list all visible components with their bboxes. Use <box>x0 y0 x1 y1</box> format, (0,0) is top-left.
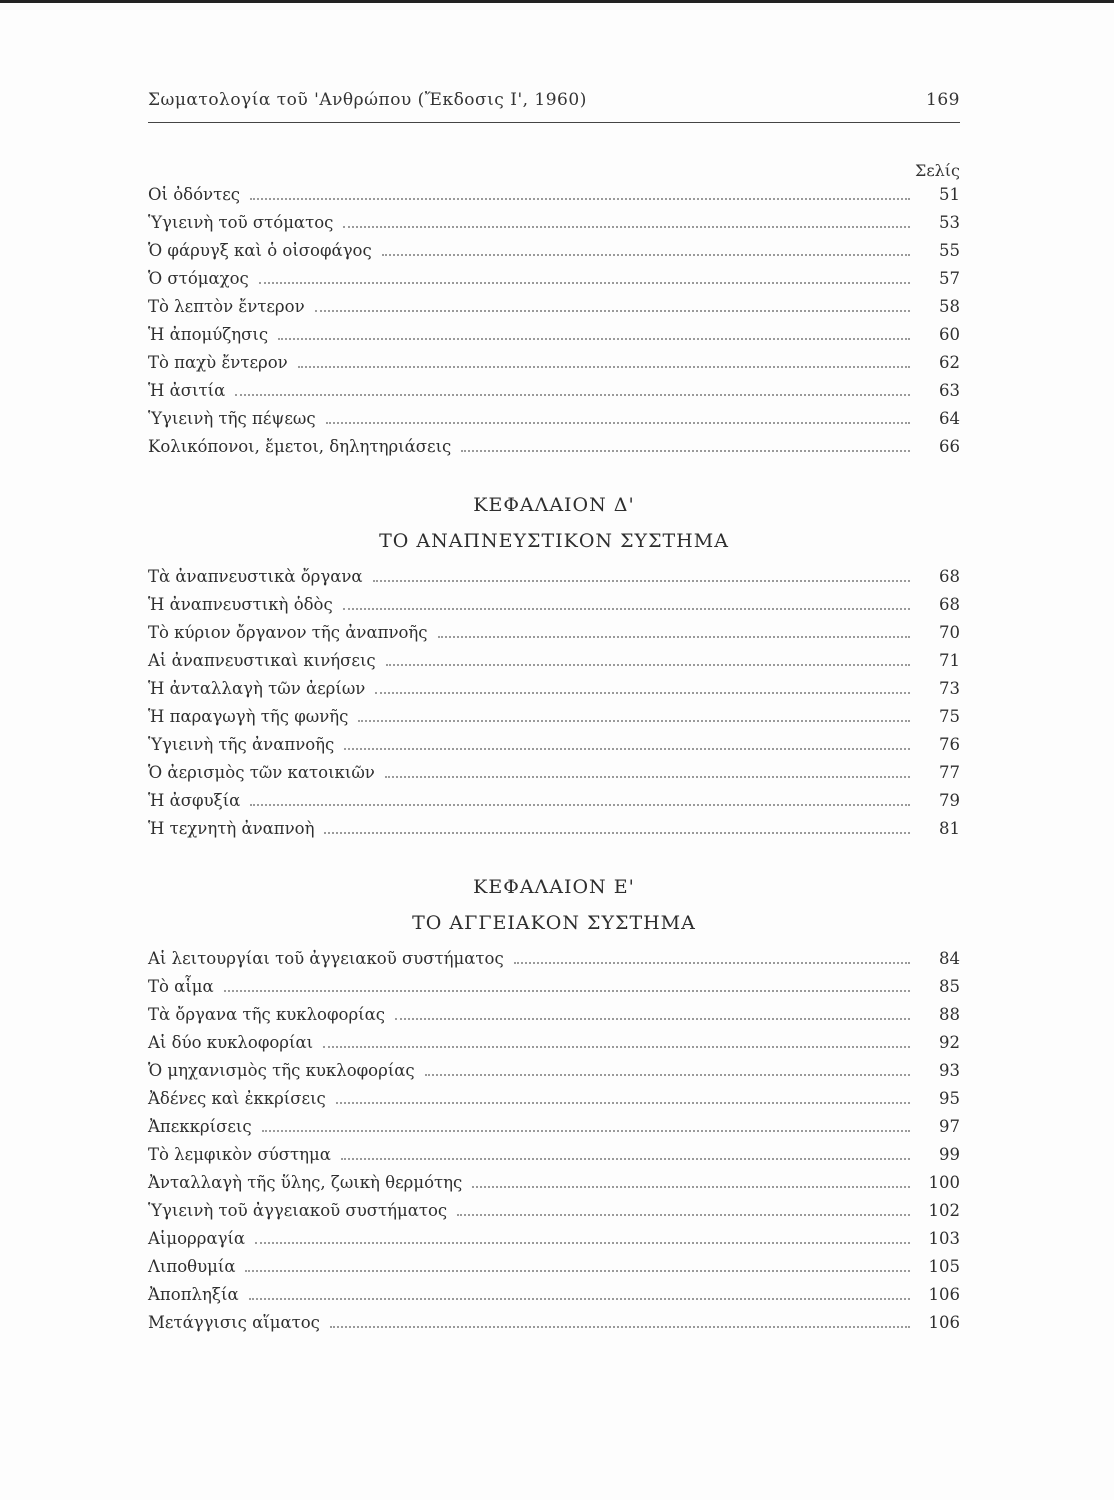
dot-leader <box>457 1214 910 1216</box>
toc-entry-title: Τὸ κύριον ὄργανον τῆς ἀναπνοῆς <box>148 623 428 642</box>
dot-leader <box>249 1298 910 1300</box>
toc-entry-page: 55 <box>939 241 960 260</box>
toc-entry <box>148 241 960 269</box>
toc-entry-title: Ὑγιεινὴ τοῦ ἀγγειακοῦ συστήματος <box>148 1201 448 1220</box>
dot-leader <box>250 804 910 806</box>
toc-entry <box>148 1201 960 1229</box>
running-head <box>148 90 960 123</box>
toc-entry-page: 99 <box>939 1145 960 1164</box>
toc-entry <box>148 409 960 437</box>
toc-entry-title: Ὁ μηχανισμὸς τῆς κυκλοφορίας <box>148 1061 415 1080</box>
toc-entry-page: 57 <box>939 269 960 288</box>
toc-entry-title: Κολικόπονοι, ἔμετοι, δηλητηριάσεις <box>148 437 452 456</box>
dot-leader <box>324 832 910 834</box>
dot-leader <box>245 1270 910 1272</box>
toc-entry-title: Ἀνταλλαγὴ τῆς ὕλης, ζωικὴ θερμότης <box>148 1173 463 1192</box>
toc-entry-title: Τὰ ἀναπνευστικὰ ὄργανα <box>148 567 363 586</box>
running-head-title: Σωματολογία τοῦ 'Ανθρώπου (Ἔκδοσις Ι', 1960) <box>148 90 587 110</box>
toc-entry-title: Ἀποπληξία <box>148 1285 239 1304</box>
dot-leader <box>343 608 910 610</box>
dot-leader <box>382 254 910 256</box>
book-page <box>148 90 960 1341</box>
toc-entry <box>148 297 960 325</box>
toc-entry-page: 53 <box>939 213 960 232</box>
toc-entry <box>148 819 960 847</box>
dot-leader <box>425 1074 910 1076</box>
dot-leader <box>315 310 910 312</box>
toc-entry-title: Ὁ φάρυγξ καὶ ὁ οἰσοφάγος <box>148 241 372 260</box>
toc-entry <box>148 791 960 819</box>
dot-leader <box>224 990 910 992</box>
dot-leader <box>336 1102 910 1104</box>
toc-entry-page: 100 <box>928 1173 960 1192</box>
toc-entry-title: Τὸ λεπτὸν ἔντερον <box>148 297 305 316</box>
toc-entry-page: 73 <box>939 679 960 698</box>
page-number: 169 <box>926 90 960 110</box>
dot-leader <box>323 1046 910 1048</box>
toc-entry-page: 62 <box>939 353 960 372</box>
toc-entry <box>148 1005 960 1033</box>
toc-entry-page: 51 <box>939 185 960 204</box>
dot-leader <box>298 366 910 368</box>
dot-leader <box>438 636 910 638</box>
toc-entry-title: Ἡ ἀσφυξία <box>148 791 241 810</box>
toc-entry-page: 85 <box>939 977 960 996</box>
chapter-heading: ΚΕΦΑΛΑΙΟΝ Δ' <box>473 494 635 516</box>
toc-entry-page: 81 <box>939 819 960 838</box>
dot-leader <box>250 198 910 200</box>
dot-leader <box>259 282 910 284</box>
toc-entry-page: 70 <box>939 623 960 642</box>
toc-entry-page: 66 <box>939 437 960 456</box>
toc-entry-title: Αἱ δύο κυκλοφορίαι <box>148 1033 314 1052</box>
dot-leader <box>330 1326 910 1328</box>
toc-entry <box>148 707 960 735</box>
toc-entry-page: 103 <box>928 1229 960 1248</box>
toc-list-chapter-d <box>148 567 960 847</box>
chapter-heading: ΚΕΦΑΛΑΙΟΝ Ε' <box>473 876 635 898</box>
dot-leader <box>375 692 910 694</box>
toc-entry <box>148 213 960 241</box>
dot-leader <box>472 1186 910 1188</box>
toc-entry <box>148 1033 960 1061</box>
toc-entry-title: Μετάγγισις αἵματος <box>148 1313 320 1332</box>
toc-entry-page: 102 <box>928 1201 960 1220</box>
toc-entry <box>148 381 960 409</box>
toc-entry-page: 92 <box>939 1033 960 1052</box>
toc-entry-title: Ἡ ἀπομύζησις <box>148 325 269 344</box>
toc-entry-page: 75 <box>939 707 960 726</box>
toc-entry-title: Λιποθυμία <box>148 1257 236 1276</box>
toc-entry <box>148 1313 960 1341</box>
dot-leader <box>255 1242 910 1244</box>
toc-entry-page: 95 <box>939 1089 960 1108</box>
toc-entry-title: Ὑγιεινὴ τῆς ἀναπνοῆς <box>148 735 335 754</box>
dot-leader <box>514 962 910 964</box>
toc-list-section-c <box>148 185 960 465</box>
toc-entry-title: Ὑγιεινὴ τοῦ στόματος <box>148 213 334 232</box>
dot-leader <box>395 1018 910 1020</box>
toc-entry <box>148 185 960 213</box>
toc-entry-title: Αἱμορραγία <box>148 1229 246 1248</box>
toc-entry-page: 68 <box>939 595 960 614</box>
toc-entry <box>148 437 960 465</box>
toc-entry <box>148 623 960 651</box>
toc-entry-page: 106 <box>928 1313 960 1332</box>
toc-entry <box>148 269 960 297</box>
scan-edge-line <box>0 0 1114 3</box>
toc-entry-page: 63 <box>939 381 960 400</box>
toc-entry <box>148 1061 960 1089</box>
chapter-d-header <box>148 487 960 559</box>
toc-entry <box>148 1117 960 1145</box>
dot-leader <box>262 1130 910 1132</box>
toc-entry-page: 97 <box>939 1117 960 1136</box>
toc-entry <box>148 567 960 595</box>
toc-list-chapter-e <box>148 949 960 1341</box>
toc-entry-title: Ἡ ἀναπνευστικὴ ὁδὸς <box>148 595 333 614</box>
toc-entry <box>148 325 960 353</box>
dot-leader <box>461 450 910 452</box>
toc-entry <box>148 949 960 977</box>
toc-entry-page: 105 <box>928 1257 960 1276</box>
toc-entry-title: Τὸ αἷμα <box>148 977 214 996</box>
toc-entry-title: Αἱ λειτουργίαι τοῦ ἀγγειακοῦ συστήματος <box>148 949 504 968</box>
dot-leader <box>343 226 910 228</box>
page-column-label: Σελίς <box>915 161 960 180</box>
toc-entry <box>148 595 960 623</box>
dot-leader <box>358 720 910 722</box>
toc-entry <box>148 1285 960 1313</box>
dot-leader <box>326 422 910 424</box>
toc-entry-page: 79 <box>939 791 960 810</box>
toc-entry-page: 76 <box>939 735 960 754</box>
toc-entry-title: Τὸ λεμφικὸν σύστημα <box>148 1145 331 1164</box>
toc-entry <box>148 977 960 1005</box>
toc-entry-title: Ὁ ἀερισμὸς τῶν κατοικιῶν <box>148 763 375 782</box>
chapter-subheading: ΤΟ ΑΓΓΕΙΑΚΟΝ ΣΥΣΤΗΜΑ <box>412 912 696 934</box>
toc-entry <box>148 1145 960 1173</box>
chapter-e-header <box>148 869 960 941</box>
toc-entry <box>148 1229 960 1257</box>
toc-entry-title: Ἡ τεχνητὴ ἀναπνοὴ <box>148 819 315 838</box>
toc-entry-title: Ἡ ἀνταλλαγὴ τῶν ἀερίων <box>148 679 366 698</box>
dot-leader <box>278 338 910 340</box>
dot-leader <box>385 776 910 778</box>
toc-entry-title: Ὁ στόμαχος <box>148 269 249 288</box>
toc-entry <box>148 1257 960 1285</box>
dot-leader <box>235 394 910 396</box>
toc-entry-page: 68 <box>939 567 960 586</box>
toc-entry-page: 64 <box>939 409 960 428</box>
dot-leader <box>341 1158 910 1160</box>
toc-entry-title: Ὑγιεινὴ τῆς πέψεως <box>148 409 316 428</box>
toc-entry <box>148 1089 960 1117</box>
toc-entry <box>148 763 960 791</box>
toc-entry-title: Ἡ ἀσιτία <box>148 381 226 400</box>
dot-leader <box>344 748 910 750</box>
toc-entry-title: Αἱ ἀναπνευστικαὶ κινήσεις <box>148 651 376 670</box>
toc-entry <box>148 353 960 381</box>
toc-entry <box>148 735 960 763</box>
toc-entry-title: Ἀδένες καὶ ἐκκρίσεις <box>148 1089 326 1108</box>
toc-entry-title: Ἀπεκκρίσεις <box>148 1117 252 1136</box>
toc-entry-page: 71 <box>939 651 960 670</box>
toc-entry <box>148 1173 960 1201</box>
dot-leader <box>373 580 910 582</box>
chapter-subheading: ΤΟ ΑΝΑΠΝΕΥΣΤΙΚΟΝ ΣΥΣΤΗΜΑ <box>379 530 729 552</box>
toc-entry-page: 60 <box>939 325 960 344</box>
toc-entry-page: 88 <box>939 1005 960 1024</box>
toc-entry-page: 58 <box>939 297 960 316</box>
dot-leader <box>386 664 910 666</box>
toc-entry-title: Τὸ παχὺ ἔντερον <box>148 353 288 372</box>
toc-entry-page: 106 <box>928 1285 960 1304</box>
toc-entry <box>148 651 960 679</box>
toc-entry-page: 93 <box>939 1061 960 1080</box>
toc-entry-page: 77 <box>939 763 960 782</box>
toc-entry <box>148 679 960 707</box>
toc-entry-page: 84 <box>939 949 960 968</box>
toc-entry-title: Τὰ ὄργανα τῆς κυκλοφορίας <box>148 1005 386 1024</box>
toc-entry-title: Οἱ ὀδόντες <box>148 185 240 204</box>
toc-entry-title: Ἡ παραγωγὴ τῆς φωνῆς <box>148 707 349 726</box>
